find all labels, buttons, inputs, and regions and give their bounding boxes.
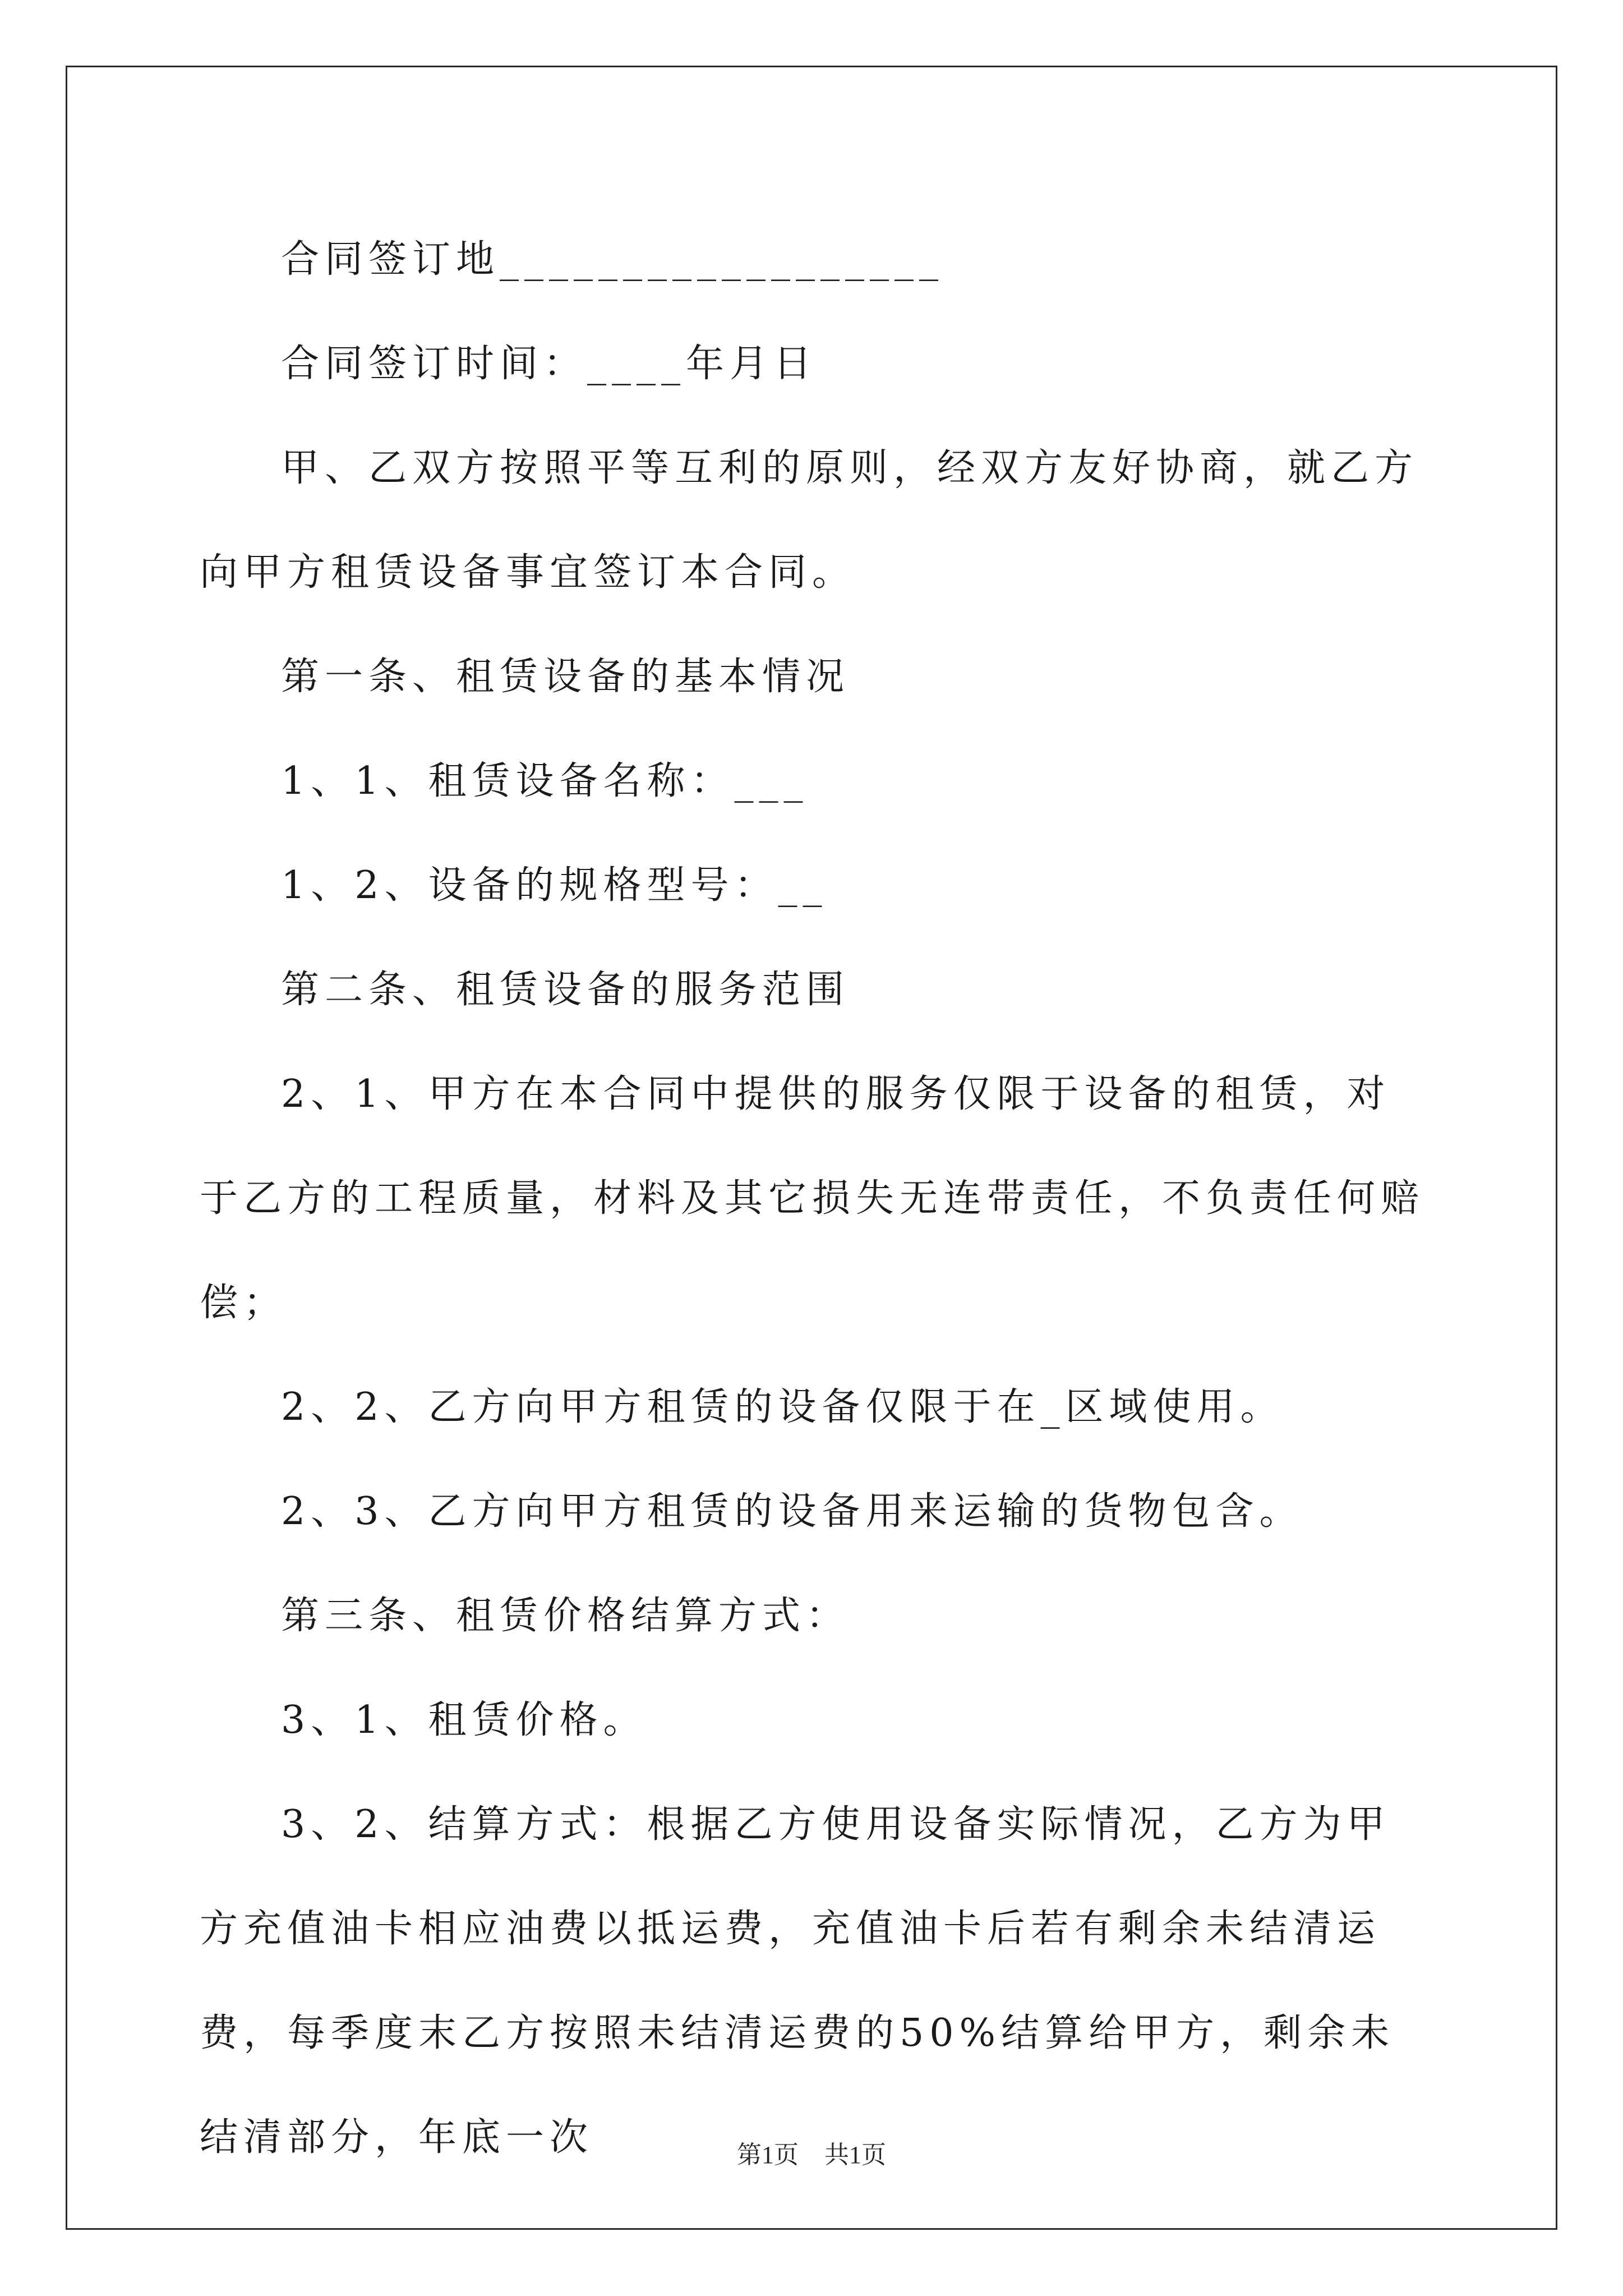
paragraph: 2、3、乙方向甲方租赁的设备用来运输的货物包含。	[281, 1489, 1303, 1534]
paragraph: 甲、乙双方按照平等互利的原则，经双方友好协商，就乙方向甲方租赁设备事宜签订本合同。	[200, 446, 1419, 595]
paragraph: 1、2、设备的规格型号：__	[281, 863, 828, 908]
section-heading: 第三条、租赁价格结算方式：	[281, 1594, 850, 1638]
paragraph: 合同签订时间：____年月日	[281, 342, 818, 386]
page-footer	[0, 2134, 1623, 2170]
paragraph: 2、2、乙方向甲方租赁的设备仅限于在_区域使用。	[281, 1385, 1284, 1429]
paragraph: 3、1、租赁价格。	[281, 1698, 647, 1742]
section-heading: 第一条、租赁设备的基本情况	[281, 655, 850, 699]
paragraph: 2、1、甲方在本合同中提供的服务仅限于设备的租赁，对于乙方的工程质量，材料及其它损失无连带责任，不负责任何赔偿；	[200, 1072, 1425, 1325]
page-total: 共1页	[824, 2141, 886, 2169]
paragraph: 1、1、租赁设备名称：___	[281, 759, 809, 803]
paragraph: 合同签订地__________________	[281, 237, 944, 282]
section-heading: 第二条、租赁设备的服务范围	[281, 968, 850, 1012]
page-number: 第1页	[737, 2141, 799, 2169]
document-body	[200, 208, 1428, 2190]
paragraph: 3、2、结算方式：根据乙方使用设备实际情况，乙方为甲方充值油卡相应油费以抵运费，充值油卡后若有剩余未结清运费，每季度末乙方按照未结清运费的50%结算给甲方，剩余未结清部分，年底一次	[200, 1802, 1395, 2160]
